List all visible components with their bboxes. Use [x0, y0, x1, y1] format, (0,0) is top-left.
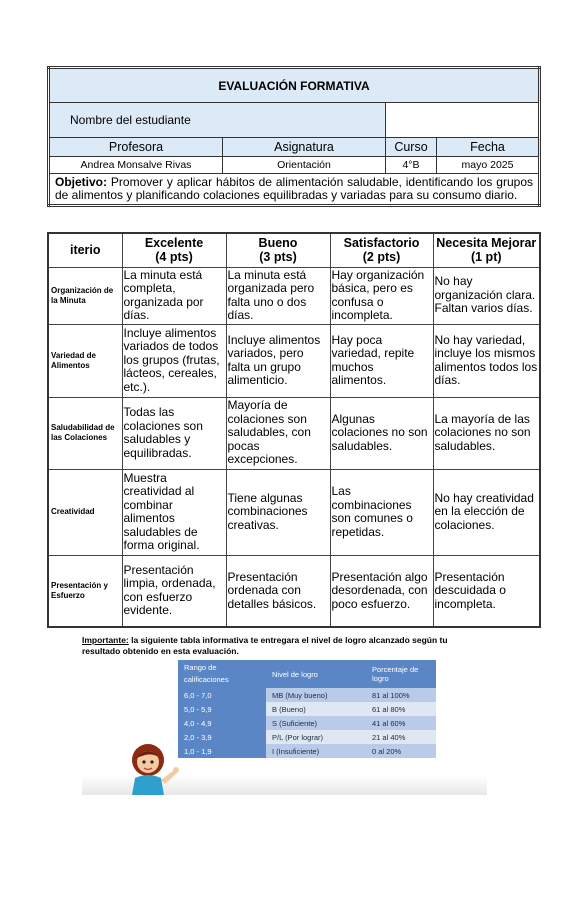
grade-percentage: 81 al 100%: [366, 688, 436, 702]
criterion-label: Saludabilidad de las Colaciones: [48, 397, 122, 469]
rubric-cell: Tiene algunas combinaciones creativas.: [226, 469, 330, 555]
grade-level: P/L (Por lograr): [266, 730, 366, 744]
criterion-label: Variedad de Alimentos: [48, 324, 122, 397]
rubric-cell: No hay organización clara. Faltan varios días.: [433, 267, 540, 324]
rubric-cell: No hay creatividad en la elección de colaciones.: [433, 469, 540, 555]
grade-percentage: 21 al 40%: [366, 730, 436, 744]
objective-label: Objetivo:: [55, 175, 108, 189]
table-row: [48, 469, 540, 555]
important-label: Importante:: [82, 635, 129, 645]
table-row: [178, 702, 436, 716]
rubric-cell: Hay poca variedad, repite muchos alimentos.: [330, 324, 433, 397]
student-name-label: Nombre del estudiante: [49, 103, 386, 138]
rubric-cell: La minuta está completa, organizada por días.: [122, 267, 226, 324]
rubric-header-excellent: Excelente (4 pts): [122, 233, 226, 267]
rubric-header-criterion: iterio: [48, 233, 122, 267]
important-note: [82, 635, 462, 657]
grade-range: 1,0 - 1,9: [178, 744, 266, 758]
rubric-header-satisfactory: Satisfactorio (2 pts): [330, 233, 433, 267]
rubric-cell: Mayoría de colaciones son saludables, con pocas excepciones.: [226, 397, 330, 469]
rubric-header-good: Bueno (3 pts): [226, 233, 330, 267]
grade-table: [178, 660, 436, 758]
grade-percentage: 0 al 20%: [366, 744, 436, 758]
table-row: [48, 324, 540, 397]
grade-range: 6,0 - 7,0: [178, 688, 266, 702]
rubric-header-needs-improvement: Necesita Mejorar (1 pt): [433, 233, 540, 267]
rubric-cell: No hay variedad, incluye los mismos alimentos todos los días.: [433, 324, 540, 397]
date-column-header: Fecha: [437, 138, 540, 157]
document-title: EVALUACIÓN FORMATIVA: [49, 68, 540, 103]
grade-header-range: Rango de calificaciones: [178, 660, 266, 688]
teacher-value: Andrea Monsalve Rivas: [49, 157, 223, 174]
grade-range: 4,0 - 4,9: [178, 716, 266, 730]
rubric-cell: La minuta está organizada pero falta uno o dos días.: [226, 267, 330, 324]
rubric-cell: Muestra creatividad al combinar alimentos saludables de forma original.: [122, 469, 226, 555]
grade-percentage: 61 al 80%: [366, 702, 436, 716]
grade-percentage: 41 al 60%: [366, 716, 436, 730]
rubric-cell: Todas las colaciones son saludables y equilibradas.: [122, 397, 226, 469]
grade-value: 4°B: [386, 157, 437, 174]
criterion-label: Creatividad: [48, 469, 122, 555]
table-row: [178, 730, 436, 744]
table-row: [48, 555, 540, 627]
subject-column-header: Asignatura: [223, 138, 386, 157]
grade-range: 5,0 - 5,9: [178, 702, 266, 716]
objective-text: Promover y aplicar hábitos de alimentación saludable, identificando los grupos de alimentos y planificando colaciones equilibradas y variadas para su consumo diario.: [55, 175, 533, 202]
teacher-column-header: Profesora: [49, 138, 223, 157]
rubric-cell: Incluye alimentos variados, pero falta un grupo alimenticio.: [226, 324, 330, 397]
table-row: [178, 716, 436, 730]
rubric-cell: Presentación algo desordenada, con poco esfuerzo.: [330, 555, 433, 627]
grade-header-level: Nivel de logro: [266, 660, 366, 688]
grade-level: B (Bueno): [266, 702, 366, 716]
grade-column-header: Curso: [386, 138, 437, 157]
grade-range: 2,0 - 3,9: [178, 730, 266, 744]
rubric-cell: Las combinaciones son comunes o repetidas.: [330, 469, 433, 555]
grade-level: S (Suficiente): [266, 716, 366, 730]
grade-level: I (Insuficiente): [266, 744, 366, 758]
table-row: [48, 267, 540, 324]
rubric-cell: Incluye alimentos variados de todos los grupos (frutas, lácteos, cereales, etc.).: [122, 324, 226, 397]
rubric-table: [47, 232, 541, 628]
rubric-cell: Algunas colaciones no son saludables.: [330, 397, 433, 469]
criterion-label: Organización de la Minuta: [48, 267, 122, 324]
important-text: la siguiente tabla informativa te entregara el nivel de logro alcanzado según tu resultado obtenido en esta evaluación.: [82, 635, 448, 656]
rubric-cell: La mayoría de las colaciones no son saludables.: [433, 397, 540, 469]
rubric-cell: Presentación limpia, ordenada, con esfuerzo evidente.: [122, 555, 226, 627]
rubric-cell: Hay organización básica, pero es confusa o incompleta.: [330, 267, 433, 324]
table-row: [48, 397, 540, 469]
grade-header-percentage: Porcentaje de logro: [366, 660, 436, 688]
objective: [49, 174, 540, 206]
date-value: mayo 2025: [437, 157, 540, 174]
header-table: [47, 66, 541, 207]
table-row: [178, 688, 436, 702]
student-name-field[interactable]: [386, 103, 540, 138]
rubric-cell: Presentación descuidada o incompleta.: [433, 555, 540, 627]
criterion-label: Presentación y Esfuerzo: [48, 555, 122, 627]
rubric-cell: Presentación ordenada con detalles básicos.: [226, 555, 330, 627]
grade-level: MB (Muy bueno): [266, 688, 366, 702]
subject-value: Orientación: [223, 157, 386, 174]
table-row: [178, 744, 436, 758]
